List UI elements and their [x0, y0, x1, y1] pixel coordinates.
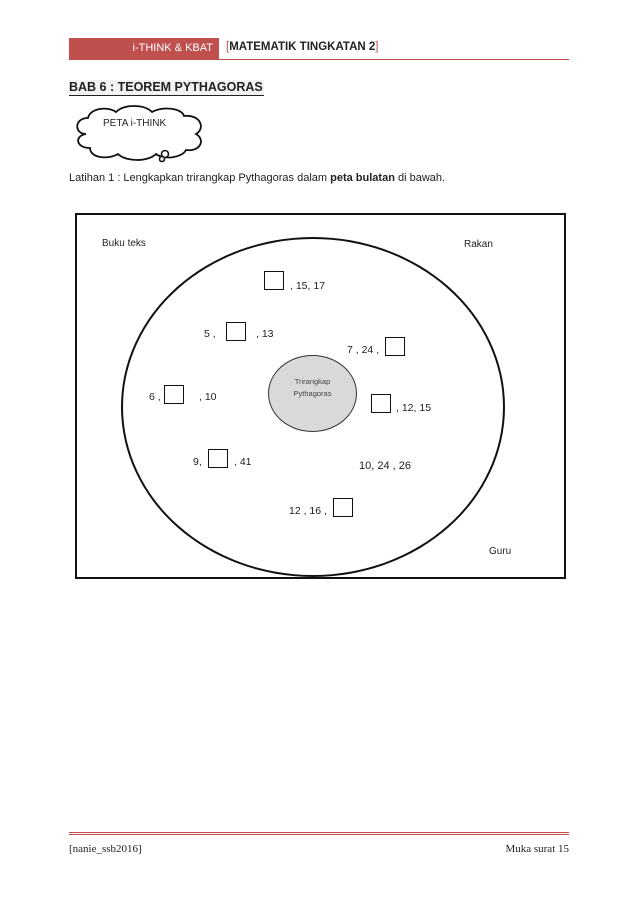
frame-label-textbook: Buku teks — [102, 238, 146, 249]
answer-box[interactable] — [226, 322, 246, 341]
triple-text: , 13 — [256, 328, 274, 340]
header-divider — [69, 59, 569, 60]
footer-author: [nanie_ssb2016] — [69, 843, 142, 855]
instruction — [69, 172, 445, 184]
footer-divider — [69, 832, 569, 833]
instruction-bold: peta bulatan — [330, 172, 395, 184]
cloud-label: PETA i-THINK — [103, 118, 167, 129]
triple-text: 7 , 24 , — [347, 344, 380, 356]
answer-box[interactable] — [385, 337, 405, 356]
footer-divider — [69, 834, 569, 835]
center-label-line2: Pythagoras — [293, 389, 332, 398]
triple-text: 9, — [193, 456, 202, 468]
frame-label-teacher: Guru — [489, 546, 512, 557]
triple-text: 10, 24 , 26 — [359, 460, 411, 472]
header-title-group — [226, 41, 378, 53]
triple-text: , 12, 15 — [396, 402, 432, 414]
triple-text: 12 , 16 , — [289, 505, 327, 517]
thought-cloud-icon — [70, 104, 210, 166]
footer-page-number: Muka surat 15 — [505, 843, 569, 855]
center-label-line1: Trirangkap — [294, 377, 331, 386]
instruction-prefix: Latihan 1 : Lengkapkan trirangkap Pythagoras dalam — [69, 172, 331, 184]
answer-box[interactable] — [164, 385, 184, 404]
chapter-title: BAB 6 : TEOREM PYTHAGORAS — [69, 80, 263, 94]
header-tag: i-THINK & KBAT — [69, 38, 219, 59]
header-bracket-open: [ — [226, 41, 230, 53]
answer-box[interactable] — [208, 449, 228, 468]
triple-text: 5 , — [204, 328, 216, 340]
answer-box[interactable] — [333, 498, 353, 517]
header-bracket-close: ] — [375, 41, 379, 53]
center-label — [268, 376, 357, 400]
header-title: MATEMATIK TINGKATAN 2 — [229, 41, 376, 53]
triple-text: , 15, 17 — [290, 280, 326, 292]
answer-box[interactable] — [371, 394, 391, 413]
answer-box[interactable] — [264, 271, 284, 290]
triple-text: , 41 — [234, 456, 252, 468]
frame-label-friend: Rakan — [464, 239, 493, 250]
triple-text: , 10 — [199, 391, 217, 403]
instruction-suffix: di bawah. — [394, 172, 446, 184]
triple-text: 6 , — [149, 391, 161, 403]
